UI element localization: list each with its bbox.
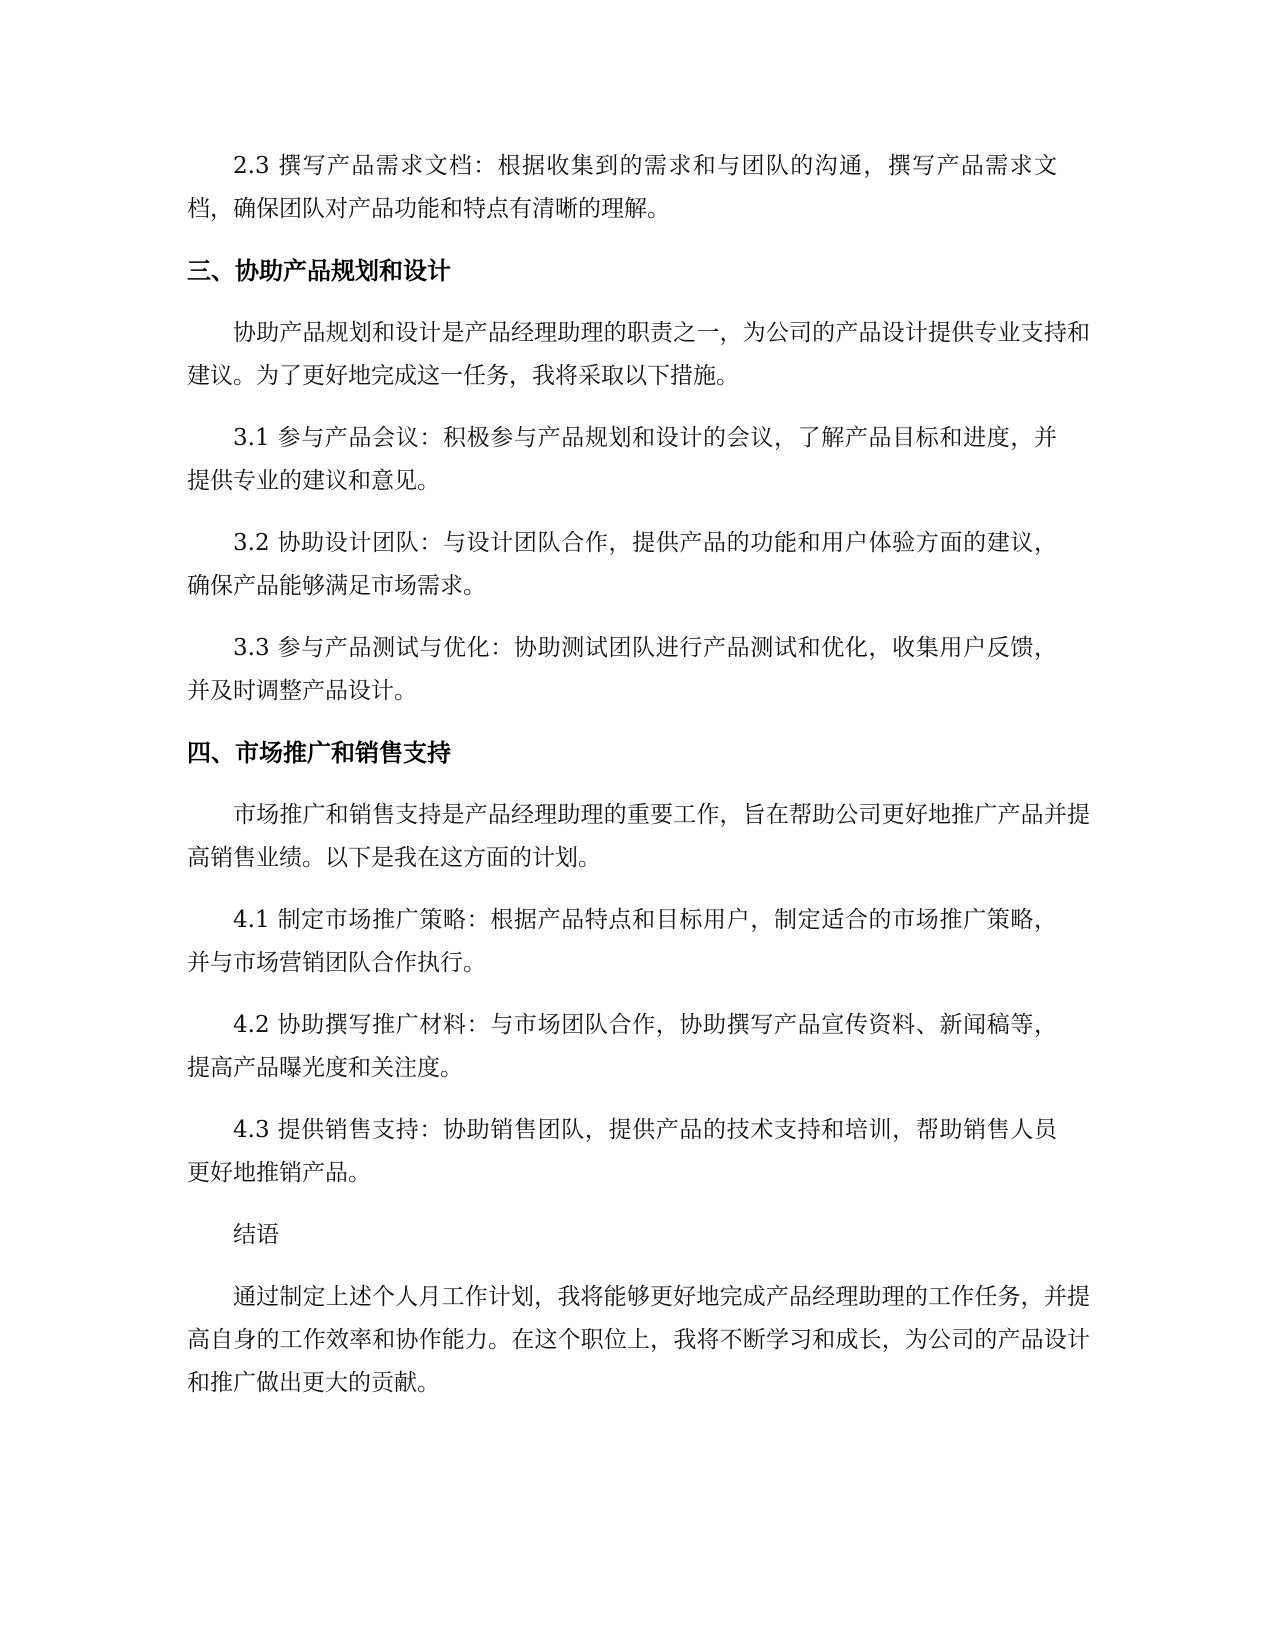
conclusion-paragraph: 通过制定上述个人月工作计划，我将能够更好地完成产品经理助理的工作任务，并提高自身的工作效率和协作能力。在这个职位上，我将不断学习和成长，为公司的产品设计和推广做出更大的贡献。 xyxy=(187,1284,1090,1396)
paragraph-4-intro: 市场推广和销售支持是产品经理助理的重要工作，旨在帮助公司更好地推广产品并提高销售业绩。以下是我在这方面的计划。 xyxy=(187,802,1090,871)
paragraph-3-2: 3.2 协助设计团队：与设计团队合作，提供产品的功能和用户体验方面的建议，确保产品能够满足市场需求。 xyxy=(187,530,1057,599)
paragraph-3-3: 3.3 参与产品测试与优化：协助测试团队进行产品测试和优化，收集用户反馈，并及时调整产品设计。 xyxy=(187,635,1057,704)
document-body xyxy=(187,145,1090,1424)
paragraph-4-2: 4.2 协助撰写推广材料：与市场团队合作，协助撰写产品宣传资料、新闻稿等，提高产品曝光度和关注度。 xyxy=(187,1012,1057,1081)
section-heading-3: 三、协助产品规划和设计 xyxy=(187,257,451,285)
conclusion-title: 结语 xyxy=(233,1222,279,1248)
paragraph-4-1: 4.1 制定市场推广策略：根据产品特点和目标用户，制定适合的市场推广策略，并与市场营销团队合作执行。 xyxy=(187,907,1057,976)
paragraph-4-3: 4.3 提供销售支持：协助销售团队，提供产品的技术支持和培训，帮助销售人员更好地推销产品。 xyxy=(187,1117,1057,1186)
paragraph-3-intro: 协助产品规划和设计是产品经理助理的职责之一，为公司的产品设计提供专业支持和建议。为了更好地完成这一任务，我将采取以下措施。 xyxy=(187,320,1090,389)
paragraph-2-3: 2.3 撰写产品需求文档：根据收集到的需求和与团队的沟通，撰写产品需求文档，确保团队对产品功能和特点有清晰的理解。 xyxy=(187,153,1057,222)
section-heading-4: 四、市场推广和销售支持 xyxy=(187,739,451,767)
paragraph-3-1: 3.1 参与产品会议：积极参与产品规划和设计的会议，了解产品目标和进度，并提供专业的建议和意见。 xyxy=(187,425,1057,494)
